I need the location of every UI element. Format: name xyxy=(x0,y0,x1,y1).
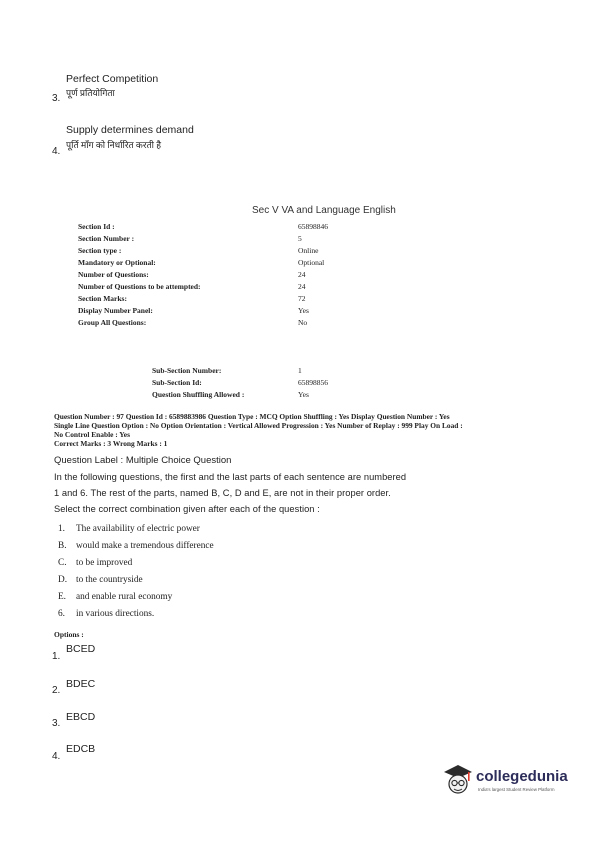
option-text: BCED xyxy=(66,643,96,655)
question-info-line: Single Line Question Option : No Option Orientation : Vertical Allowed Progression : Yes Number of Replay : 999 Play On Load : xyxy=(54,421,463,430)
option-number: 1. xyxy=(52,651,61,662)
option-text: BDEC xyxy=(66,678,96,690)
option-number: 2. xyxy=(52,685,61,696)
sentence-part-text: and enable rural economy xyxy=(76,592,173,602)
sentence-part xyxy=(58,541,214,551)
sentence-part xyxy=(58,609,154,619)
watermark-brand: collegedunia xyxy=(476,768,568,785)
sentence-part-key: E. xyxy=(58,592,67,602)
section-meta-value: Online xyxy=(298,246,319,255)
subsection-meta-value: Yes xyxy=(298,390,309,399)
section-meta-label: Section type : xyxy=(78,246,122,255)
section-meta-label: Section Marks: xyxy=(78,294,127,303)
prev-option-3-text-en: Perfect Competition xyxy=(66,73,159,85)
prev-option-3-number: 3. xyxy=(52,93,61,104)
section-title: Sec V VA and Language English xyxy=(252,205,396,216)
subsection-meta-value: 1 xyxy=(298,366,302,375)
watermark-tagline: India's largest Student Review Platform xyxy=(478,787,555,792)
option-number: 4. xyxy=(52,751,61,762)
subsection-meta-value: 65898856 xyxy=(298,378,328,387)
subsection-meta-label: Sub-Section Id: xyxy=(152,378,202,387)
graduate-mascot-icon xyxy=(440,762,476,798)
sentence-part-key: B. xyxy=(58,541,67,551)
option-text: EBCD xyxy=(66,711,96,723)
collegedunia-watermark xyxy=(440,762,580,802)
sentence-part xyxy=(58,592,172,602)
section-meta-value: 65898846 xyxy=(298,222,328,231)
section-meta-value: 24 xyxy=(298,282,306,291)
sentence-part-key: D. xyxy=(58,575,68,585)
question-info-line: Question Number : 97 Question Id : 6589883986 Question Type : MCQ Option Shuffling : Yes Display Question Number : Yes xyxy=(54,412,450,421)
sentence-part-text: to be improved xyxy=(76,558,133,568)
prev-option-4-text-en: Supply determines demand xyxy=(66,124,194,136)
sentence-part-text: in various directions. xyxy=(76,609,155,619)
prev-option-3-text-hi: पूर्ण प्रतियोगिता xyxy=(66,88,115,98)
question-instruction-line: 1 and 6. The rest of the parts, named B, C, D and E, are not in their proper order. xyxy=(54,488,391,498)
section-meta-label: Number of Questions: xyxy=(78,270,149,279)
question-instruction-line: Select the correct combination given after each of the question : xyxy=(54,504,320,514)
section-meta-label: Section Id : xyxy=(78,222,115,231)
section-meta-value: 5 xyxy=(298,234,302,243)
sentence-part-key: 1. xyxy=(58,524,65,534)
sentence-part xyxy=(58,524,200,534)
question-instruction-line: In the following questions, the first and the last parts of each sentence are numbered xyxy=(54,472,407,482)
sentence-part-text: The availability of electric power xyxy=(76,524,200,534)
section-meta-label: Mandatory or Optional: xyxy=(78,258,156,267)
section-meta-label: Group All Questions: xyxy=(78,318,147,327)
sentence-part-key: 6. xyxy=(58,609,65,619)
section-meta-value: 24 xyxy=(298,270,306,279)
sentence-part xyxy=(58,575,143,585)
subsection-meta-label: Question Shuffling Allowed : xyxy=(152,390,245,399)
option-number: 3. xyxy=(52,718,61,729)
sentence-part xyxy=(58,558,132,568)
section-meta-value: Optional xyxy=(298,258,325,267)
section-meta-value: No xyxy=(298,318,308,327)
section-meta-label: Section Number : xyxy=(78,234,135,243)
options-heading: Options : xyxy=(54,630,84,639)
section-meta-value: 72 xyxy=(298,294,306,303)
question-label: Question Label : Multiple Choice Question xyxy=(54,455,232,466)
option-text: EDCB xyxy=(66,743,96,755)
section-meta-value: Yes xyxy=(298,306,309,315)
prev-option-4-text-hi: पूर्ति माँग को निर्धारित करती है xyxy=(66,140,162,150)
question-info xyxy=(54,412,554,448)
section-meta-label: Number of Questions to be attempted: xyxy=(78,282,201,291)
prev-option-4-number: 4. xyxy=(52,146,61,157)
sentence-part-text: to the countryside xyxy=(76,575,143,585)
sentence-part-key: C. xyxy=(58,558,67,568)
question-info-line: No Control Enable : Yes xyxy=(54,430,130,439)
section-meta-label: Display Number Panel: xyxy=(78,306,153,315)
subsection-meta-label: Sub-Section Number: xyxy=(152,366,222,375)
sentence-part-text: would make a tremendous difference xyxy=(76,541,214,551)
question-marks: Correct Marks : 3 Wrong Marks : 1 xyxy=(54,439,168,448)
